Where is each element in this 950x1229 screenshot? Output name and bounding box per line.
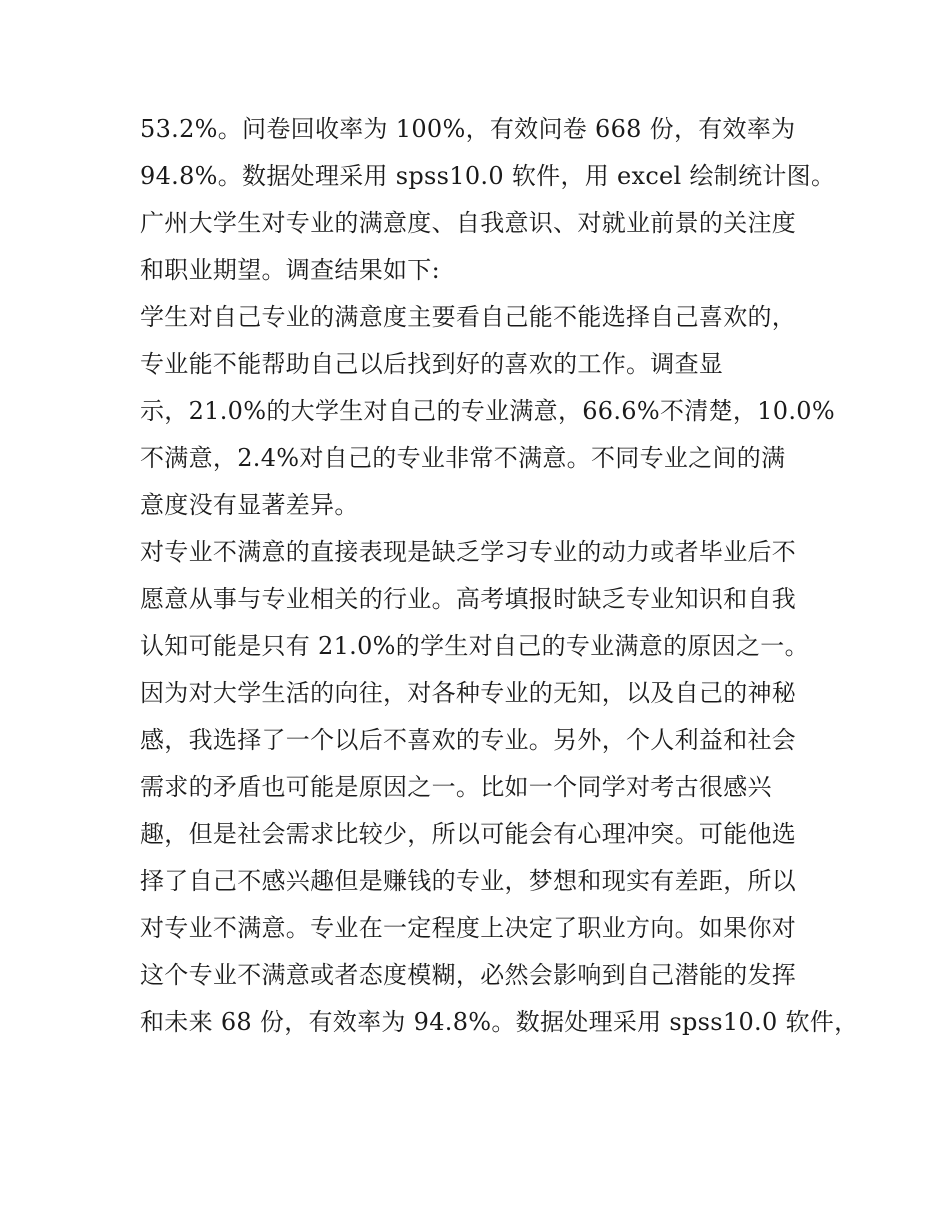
text-line: 和职业期望。调查结果如下:	[140, 256, 440, 284]
text-line: 趣，但是社会需求比较少，所以可能会有心理冲突。可能他选	[140, 820, 797, 848]
text-line: 不满意，2.4%对自己的专业非常不满意。不同专业之间的满	[140, 444, 786, 472]
text-line: 对专业不满意。专业在一定程度上决定了职业方向。如果你对	[140, 914, 797, 942]
text-line: 需求的矛盾也可能是原因之一。比如一个同学对考古很感兴	[140, 773, 772, 801]
text-line: 意度没有显著差异。	[140, 491, 359, 519]
text-line: 这个专业不满意或者态度模糊，必然会影响到自己潜能的发挥	[140, 961, 797, 989]
text-line: 对专业不满意的直接表现是缺乏学习专业的动力或者毕业后不	[140, 538, 797, 566]
text-line: 示，21.0%的大学生对自己的专业满意，66.6%不清楚，10.0%	[140, 397, 835, 425]
text-line: 和未来 68 份，有效率为 94.8%。数据处理采用 spss10.0 软件，	[140, 1008, 859, 1036]
text-line: 感，我选择了一个以后不喜欢的专业。另外，个人利益和社会	[140, 726, 797, 754]
text-line: 广州大学生对专业的满意度、自我意识、对就业前景的关注度	[140, 209, 797, 237]
text-line: 认知可能是只有 21.0%的学生对自己的专业满意的原因之一。	[140, 632, 809, 660]
text-line: 愿意从事与专业相关的行业。高考填报时缺乏专业知识和自我	[140, 585, 797, 613]
text-line: 择了自己不感兴趣但是赚钱的专业，梦想和现实有差距，所以	[140, 867, 797, 895]
text-line: 53.2%。问卷回收率为 100%，有效问卷 668 份，有效率为	[140, 115, 796, 143]
body-text	[140, 106, 859, 1046]
text-line: 因为对大学生活的向往，对各种专业的无知，以及自己的神秘	[140, 679, 797, 707]
text-line: 学生对自己专业的满意度主要看自己能不能选择自己喜欢的，	[140, 303, 797, 331]
text-line: 专业能不能帮助自己以后找到好的喜欢的工作。调查显	[140, 350, 724, 378]
text-line: 94.8%。数据处理采用 spss10.0 软件，用 excel 绘制统计图。	[140, 162, 836, 190]
